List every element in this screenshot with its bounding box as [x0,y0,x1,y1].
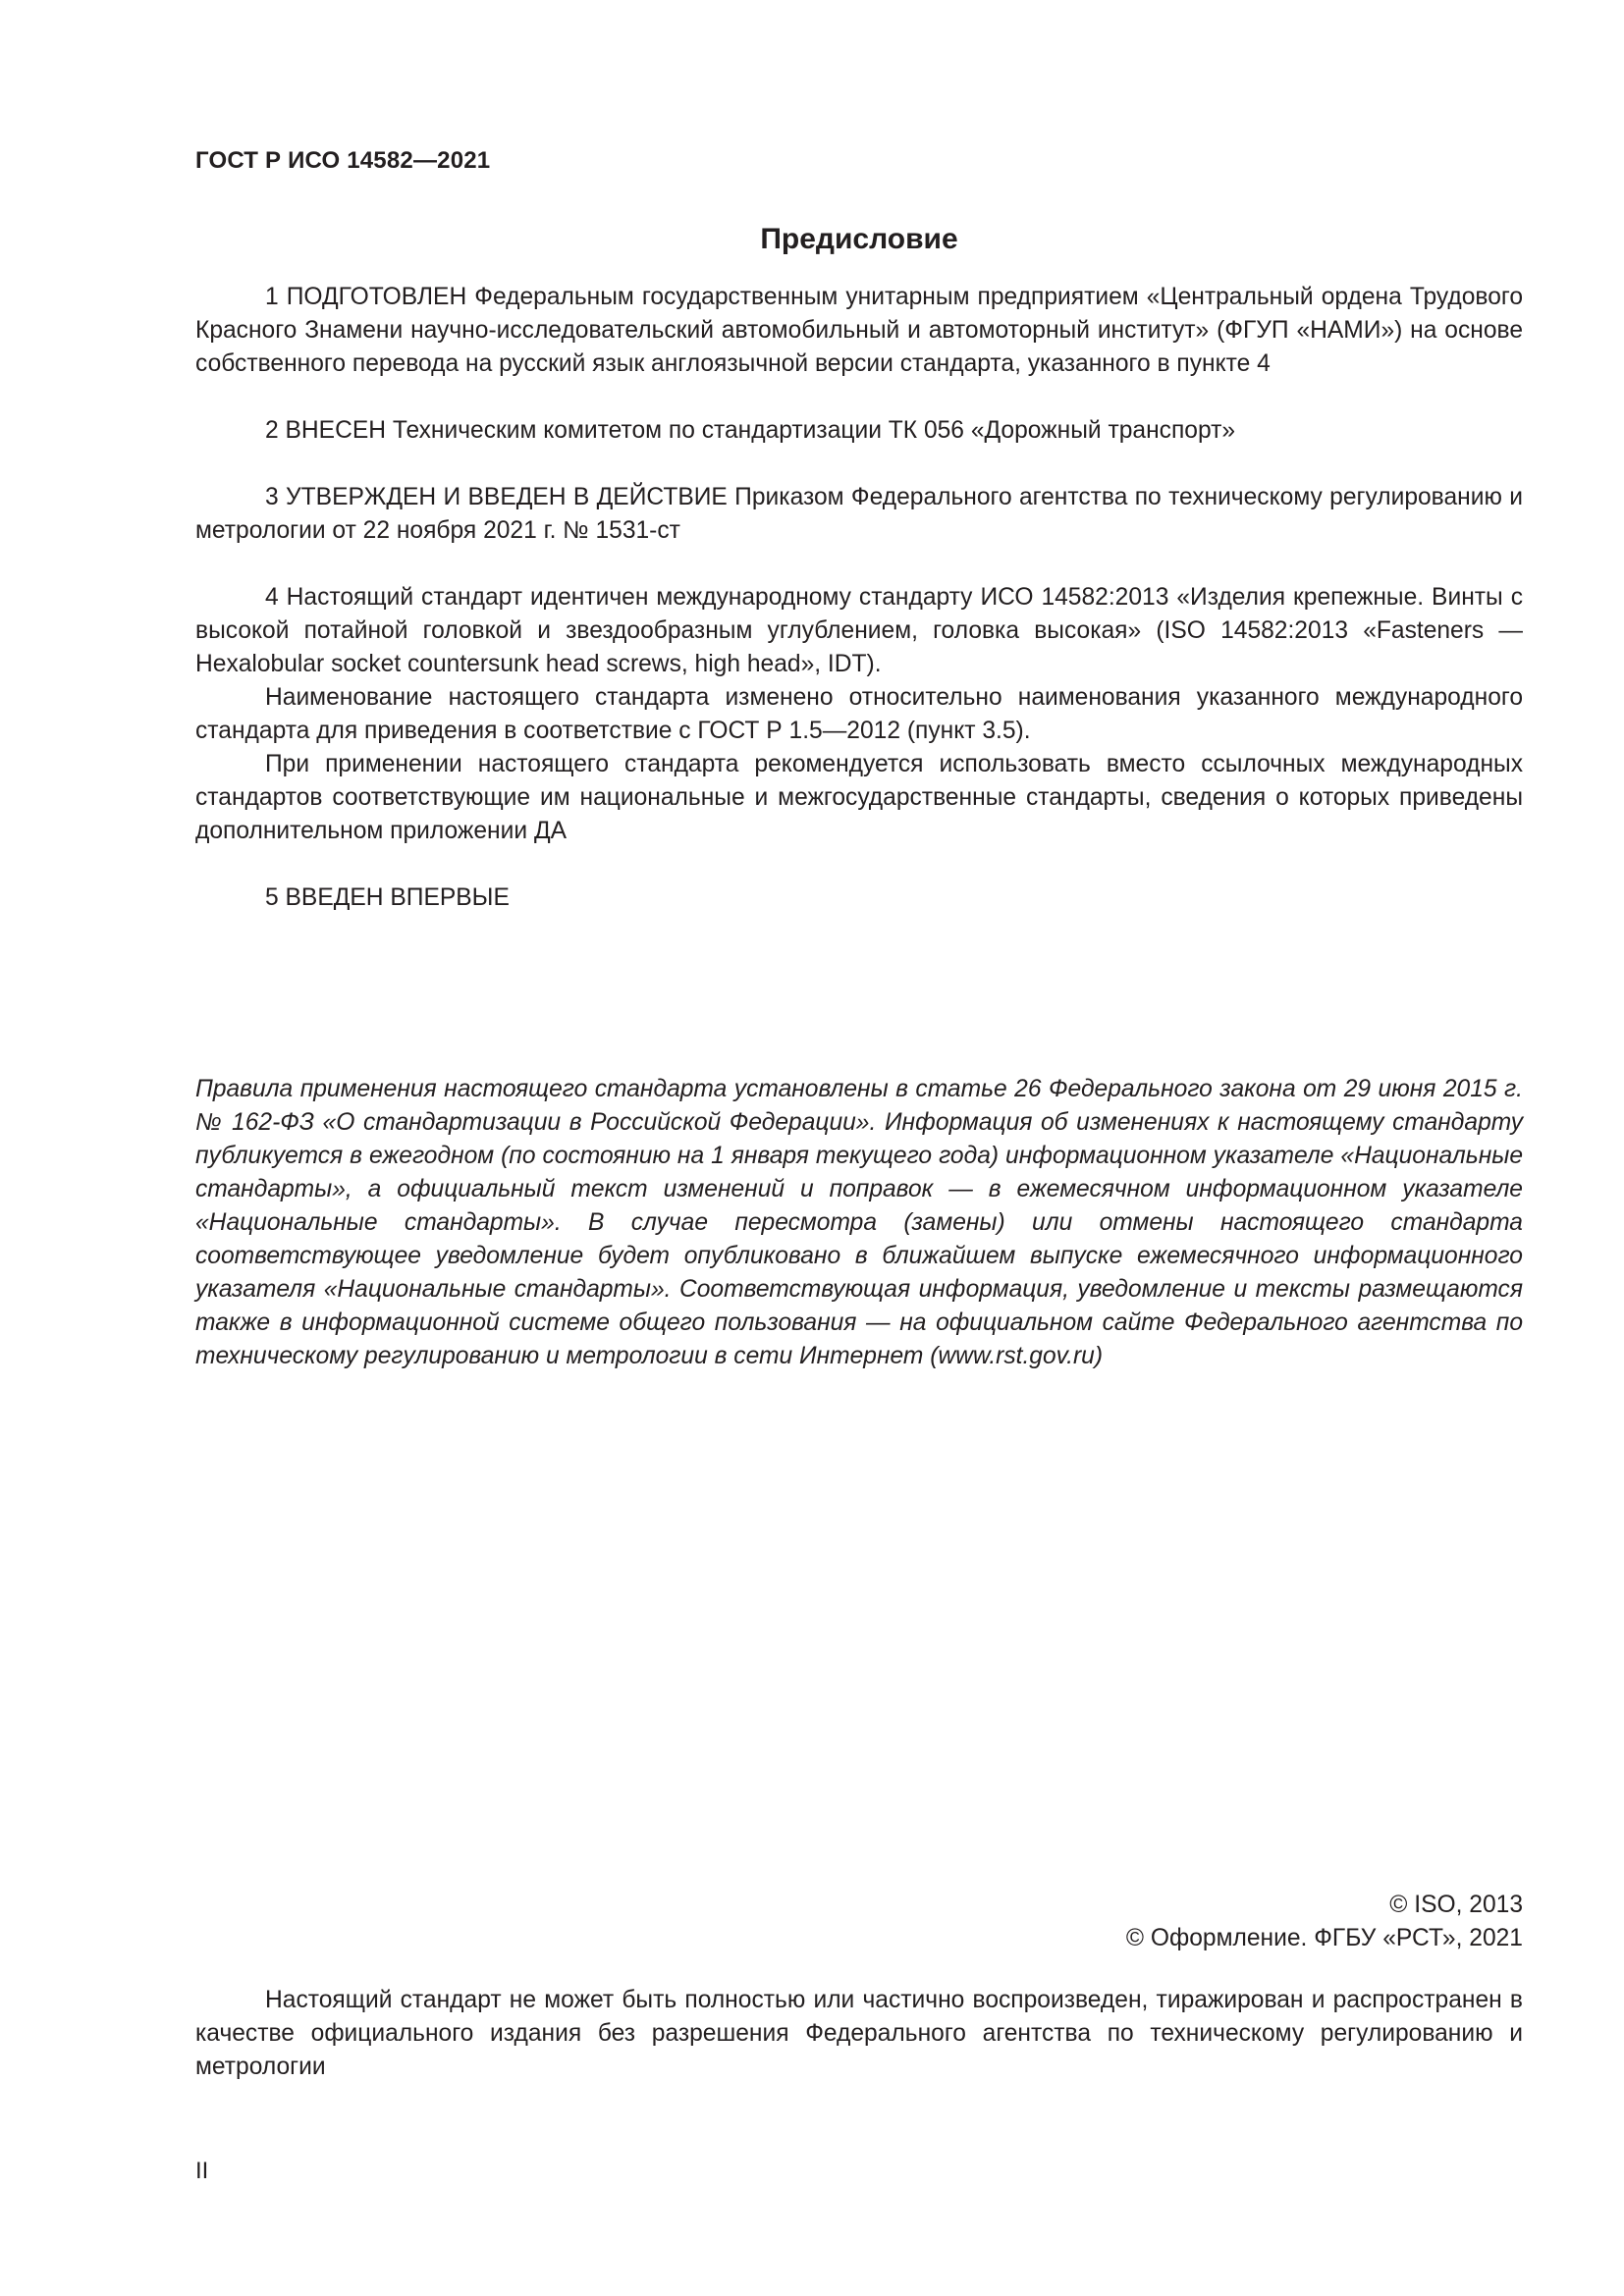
preface-title: Предисловие [760,223,958,255]
preface-item-5: 5 ВВЕДЕН ВПЕРВЫЕ [265,884,510,911]
reproduction-notice-text: Настоящий стандарт не может быть полностью или частично воспроизведен, тиражирован и распространен в качестве официального издания без разрешения Федерального агентства по техническому регулированию и метрологии [195,1987,1523,2080]
application-rules-text: Правила применения настоящего стандарта установлены в статье 26 Федерального закона от 29 июня 2015 г. № 162-ФЗ «О стандартизации в Российской Федерации». Информация об изменениях к настоящему стандарту публикуется в ежегодном (по состоянию на 1 января текущего года) информационном указателе «Национальные стандарты», а официальный текст изменений и поправок — в ежемесячном информационном указателе «Национальные стандарты». В случае пересмотра (замены) или отмены настоящего стандарта соответствующее уведомление будет опубликовано в ближайшем выпуске ежемесячного информационного указателя «Национальные стандарты». Соответствующая информация, уведомление и тексты размещаются также в информационной системе общего пользования — на официальном сайте Федерального агентства по техническому регулированию и метрологии в сети Интернет (www.rst.gov.ru) [195,1076,1523,1369]
preface-body [195,281,1523,915]
document-code: ГОСТ Р ИСО 14582—2021 [195,147,491,174]
reproduction-notice [195,1984,1523,2084]
page-number: II [195,2158,209,2184]
preface-item-3: 3 УТВЕРЖДЕН И ВВЕДЕН В ДЕЙСТВИЕ Приказом Федерального агентства по техническому регулированию и метрологии от 22 ноября 2021 г. № 1531-ст [195,484,1523,544]
copyright-design: © Оформление. ФГБУ «РСТ», 2021 [1125,1925,1523,1951]
preface-item-4: 4 Настоящий стандарт идентичен международному стандарту ИСО 14582:2013 «Изделия крепежные. Винты с высокой потайной головкой и звездообразным углублением, головка высокая» (ISO 14582:2013 «Fasteners — Hexalobular socket countersunk head screws, high head», IDT). [195,584,1523,677]
preface-item-1: 1 ПОДГОТОВЛЕН Федеральным государственным унитарным предприятием «Центральный ордена Трудового Красного Знамени научно-исследовательский автомобильный и автомоторный институт» (ФГУП «НАМИ») на основе собственного перевода на русский язык англоязычной версии стандарта, указанного в пункте 4 [195,284,1523,377]
application-rules [195,1073,1523,1373]
copyright [195,1889,1523,1955]
preface-item-4-reference-note: При применении настоящего стандарта рекомендуется использовать вместо ссылочных международных стандартов соответствующие им национальные и межгосударственные стандарты, сведения о которых приведены дополнительном приложении ДА [195,751,1523,844]
preface-item-4-name-note: Наименование настоящего стандарта изменено относительно наименования указанного международного стандарта для приведения в соответствие с ГОСТ Р 1.5—2012 (пункт 3.5). [195,684,1523,744]
preface-item-2: 2 ВНЕСЕН Техническим комитетом по стандартизации ТК 056 «Дорожный транспорт» [265,417,1236,444]
copyright-iso: © ISO, 2013 [1389,1892,1523,1918]
